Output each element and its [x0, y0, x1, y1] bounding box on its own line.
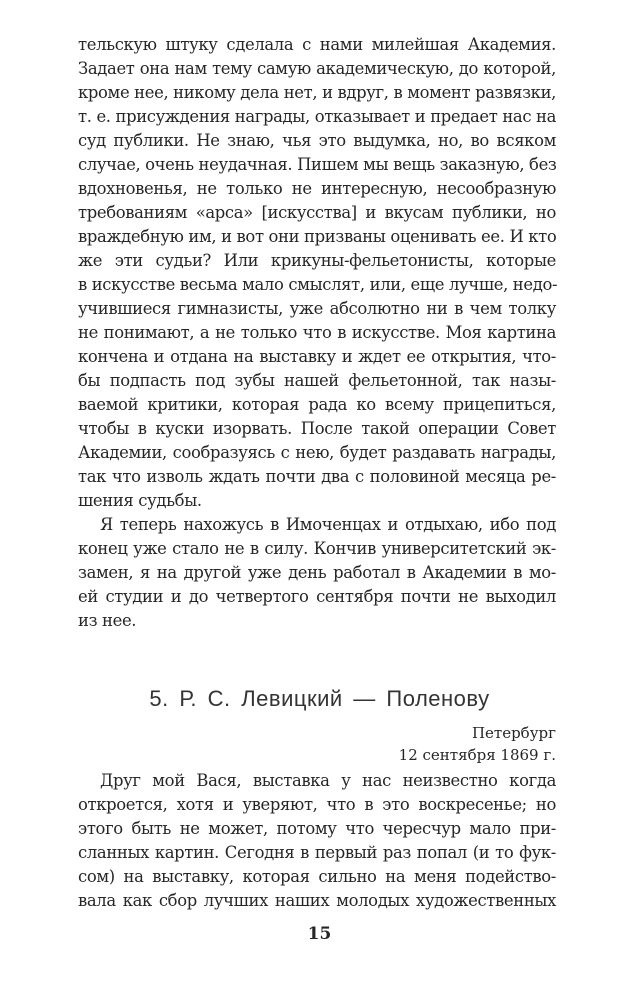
- text-line: ей студии и до четвертого сентября почти не выходил: [78, 587, 556, 606]
- text-line: враждебную им, и вот они призваны оценивать ее. И кто: [78, 227, 557, 246]
- text-line: суд публики. Не знаю, чья это выдумка, но, во всяком: [78, 131, 556, 150]
- text-line: из нее.: [78, 611, 137, 630]
- text-line: кончена и отдана на выставку и ждет ее открытия, что-: [78, 347, 556, 366]
- text-line: учившиеся гимназисты, уже абсолютно ни в чем толку: [78, 299, 556, 318]
- text-line: кроме нее, никому дела нет, и вдруг, в момент развязки,: [78, 83, 557, 102]
- body-text-top: [78, 33, 556, 633]
- letter-date: 12 сентября 1869 г.: [398, 746, 556, 764]
- page-number: 15: [307, 924, 332, 944]
- text-line: вала как сбор лучших наших молодых художественных: [78, 891, 556, 910]
- text-line: не понимают, а не только что в искусстве. Моя картина: [78, 323, 556, 342]
- text-line: случае, очень неудачная. Пишем мы вещь заказную, без: [78, 155, 557, 174]
- text-line: конец уже стало не в силу. Кончив университетский эк-: [78, 539, 556, 558]
- text-line: вдохновенья, не только не интересную, несообразную: [78, 179, 556, 198]
- text-line: Академии, сообразуясь с нею, будет раздавать награды,: [78, 443, 556, 462]
- text-line: сланных картин. Сегодня в первый раз попал (и то фук-: [78, 843, 556, 862]
- letter-dateline: [399, 722, 556, 766]
- text-line: Я теперь нахожусь в Имоченцах и отдыхаю, ибо под: [100, 515, 556, 534]
- text-line: бы подпасть под зубы нашей фельетонной, так назы-: [78, 371, 556, 390]
- text-line: т. е. присуждения награды, отказывает и предает нас на: [78, 107, 557, 126]
- text-line: Задает она нам тему самую академическую, до которой,: [78, 59, 556, 78]
- letter-body: [78, 769, 556, 913]
- text-line: чтобы в куски изорвать. После такой операции Совет: [78, 419, 556, 438]
- text-line: сом) на выставку, которая сильно на меня подейство-: [78, 867, 556, 886]
- text-line: тельскую штуку сделала с нами милейшая Академия.: [78, 35, 556, 54]
- text-line: требованиям «арса» [искусства] и вкусам публики, но: [78, 203, 556, 222]
- text-line: же эти судьи? Или крикуны-фельетонисты, которые: [78, 251, 556, 270]
- text-line: замен, я на другой уже день работал в Академии в мо-: [78, 563, 556, 582]
- text-line: этого быть не может, потому что чересчур мало при-: [78, 819, 556, 838]
- text-line: в искусстве весьма мало смыслят, или, еще лучше, недо-: [78, 275, 558, 294]
- text-line: ваемой критики, которая рада ко всему прицепиться,: [78, 395, 556, 414]
- text-line: откроется, хотя и уверяют, что в это воскресенье; но: [78, 795, 556, 814]
- text-line: Друг мой Вася, выставка у нас неизвестно когда: [100, 771, 556, 790]
- letter-heading: 5. Р. С. Левицкий — Поленову: [149, 686, 490, 711]
- letter-place: Петербург: [471, 724, 556, 742]
- text-line: шения судьбы.: [78, 491, 202, 510]
- text-line: так что изволь ждать почти два с половиной месяца ре-: [78, 467, 556, 486]
